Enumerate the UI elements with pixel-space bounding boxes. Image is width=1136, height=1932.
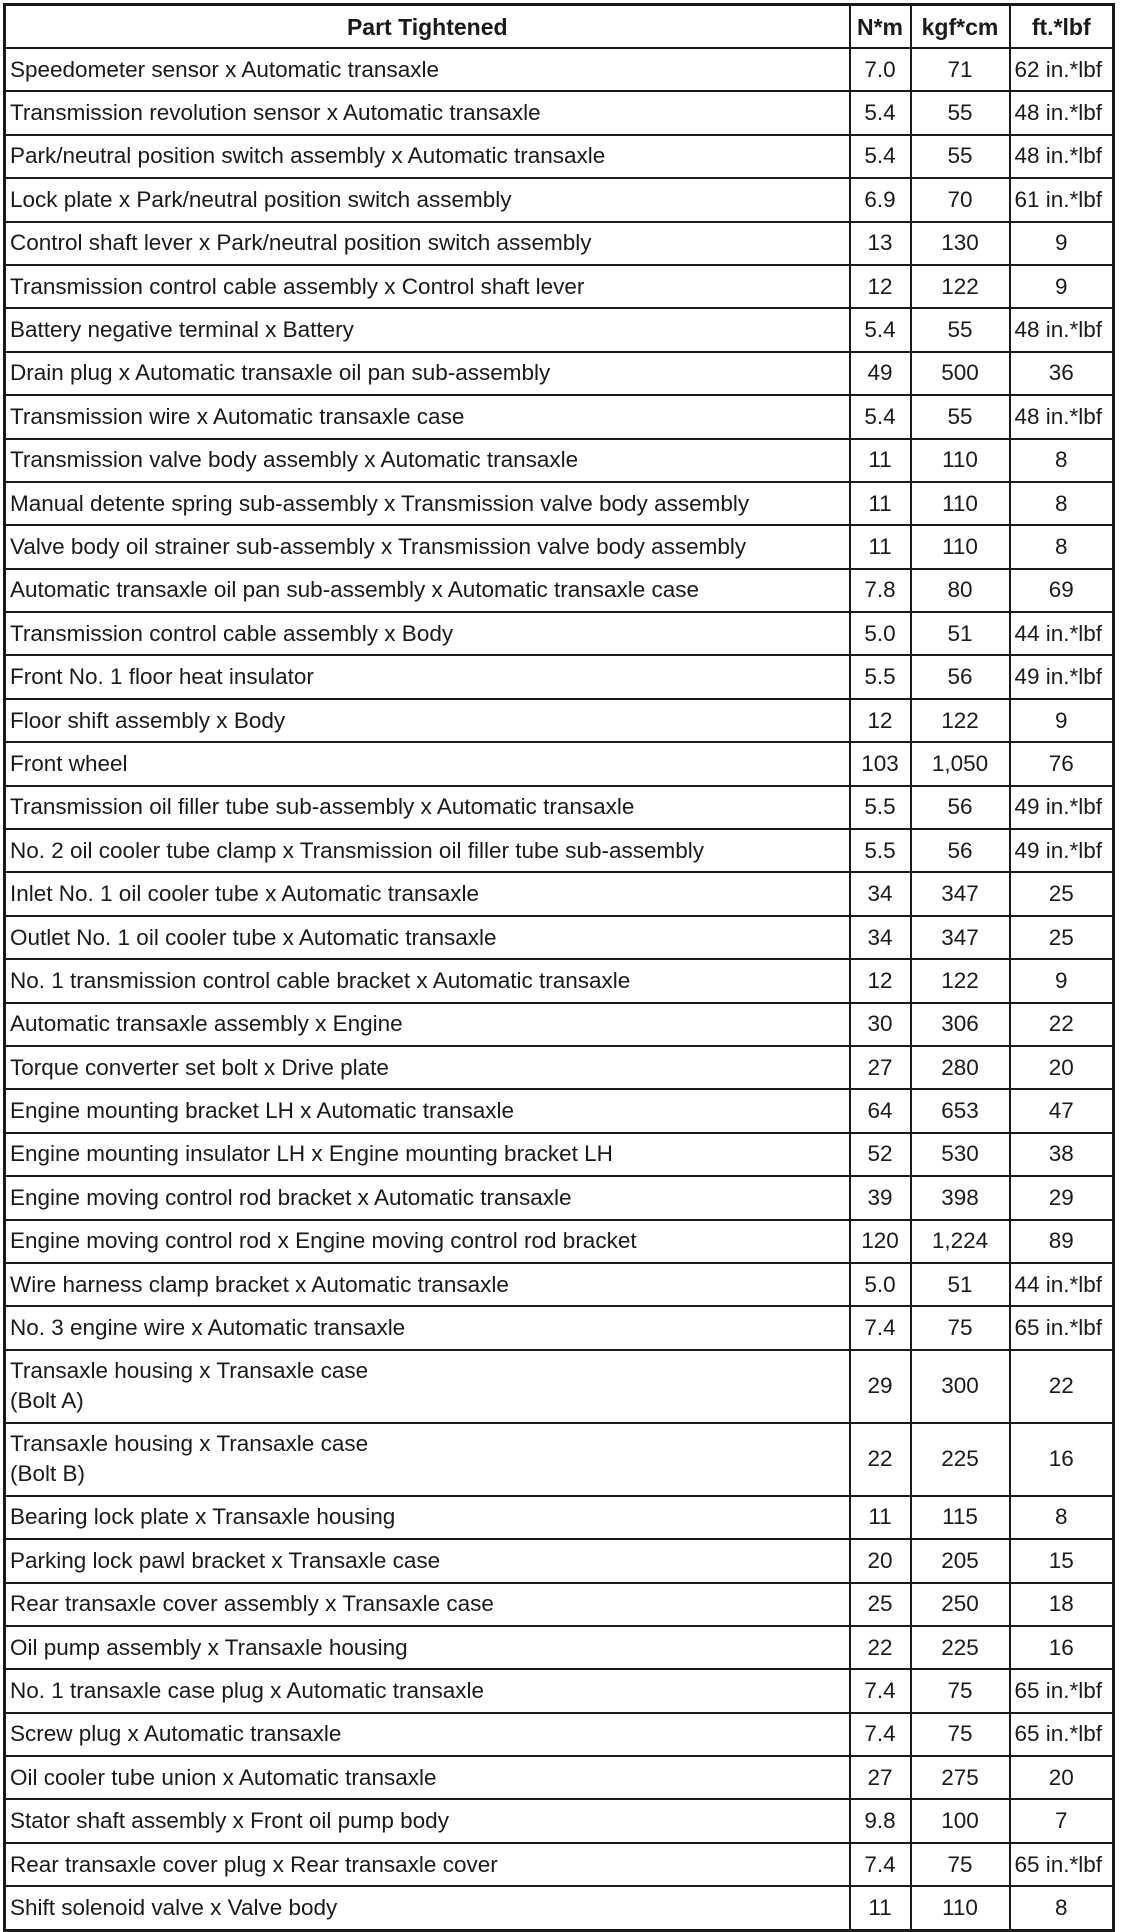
- part-tightened-cell: Transmission oil filler tube sub-assembly x Automatic transaxle: [5, 786, 850, 829]
- table-body: [5, 48, 1114, 1930]
- torque-nm-cell: 5.0: [850, 1263, 911, 1306]
- torque-ft-lbf-cell: 61 in.*lbf: [1010, 178, 1114, 221]
- torque-kgf-cm-cell: 75: [911, 1306, 1010, 1349]
- torque-kgf-cm-cell: 225: [911, 1423, 1010, 1496]
- torque-nm-cell: 49: [850, 352, 911, 395]
- part-tightened-cell: Front wheel: [5, 742, 850, 785]
- torque-kgf-cm-cell: 71: [911, 48, 1010, 91]
- part-tightened-cell: Automatic transaxle oil pan sub-assembly x Automatic transaxle case: [5, 569, 850, 612]
- part-tightened-cell: Outlet No. 1 oil cooler tube x Automatic transaxle: [5, 916, 850, 959]
- torque-nm-cell: 103: [850, 742, 911, 785]
- torque-kgf-cm-cell: 110: [911, 482, 1010, 525]
- part-tightened-cell: Oil cooler tube union x Automatic transaxle: [5, 1756, 850, 1799]
- torque-ft-lbf-cell: 48 in.*lbf: [1010, 395, 1114, 438]
- torque-ft-lbf-cell: 65 in.*lbf: [1010, 1713, 1114, 1756]
- torque-ft-lbf-cell: 49 in.*lbf: [1010, 829, 1114, 872]
- torque-kgf-cm-cell: 205: [911, 1539, 1010, 1582]
- torque-nm-cell: 5.5: [850, 829, 911, 872]
- torque-nm-cell: 5.4: [850, 91, 911, 134]
- table-row: [5, 1350, 1114, 1423]
- part-tightened-cell: Lock plate x Park/neutral position switch assembly: [5, 178, 850, 221]
- torque-kgf-cm-cell: 56: [911, 786, 1010, 829]
- part-tightened-cell: No. 1 transaxle case plug x Automatic transaxle: [5, 1669, 850, 1712]
- part-tightened-cell: Valve body oil strainer sub-assembly x Transmission valve body assembly: [5, 525, 850, 568]
- torque-nm-cell: 34: [850, 916, 911, 959]
- torque-nm-cell: 120: [850, 1220, 911, 1263]
- torque-ft-lbf-cell: 9: [1010, 222, 1114, 265]
- torque-kgf-cm-cell: 225: [911, 1626, 1010, 1669]
- table-row: [5, 1423, 1114, 1496]
- torque-ft-lbf-cell: 44 in.*lbf: [1010, 1263, 1114, 1306]
- torque-kgf-cm-cell: 56: [911, 655, 1010, 698]
- torque-ft-lbf-cell: 89: [1010, 1220, 1114, 1263]
- torque-nm-cell: 6.9: [850, 178, 911, 221]
- torque-nm-cell: 20: [850, 1539, 911, 1582]
- torque-nm-cell: 34: [850, 872, 911, 915]
- torque-nm-cell: 5.4: [850, 308, 911, 351]
- torque-kgf-cm-cell: 55: [911, 91, 1010, 134]
- torque-ft-lbf-cell: 48 in.*lbf: [1010, 135, 1114, 178]
- table-row: [5, 1583, 1114, 1626]
- table-row: [5, 352, 1114, 395]
- table-row: [5, 91, 1114, 134]
- torque-ft-lbf-cell: 44 in.*lbf: [1010, 612, 1114, 655]
- torque-kgf-cm-cell: 280: [911, 1046, 1010, 1089]
- part-tightened-cell: Engine moving control rod bracket x Automatic transaxle: [5, 1176, 850, 1219]
- torque-nm-cell: 27: [850, 1046, 911, 1089]
- torque-nm-cell: 5.4: [850, 395, 911, 438]
- table-row: [5, 1046, 1114, 1089]
- torque-nm-cell: 7.4: [850, 1843, 911, 1886]
- table-row: [5, 872, 1114, 915]
- torque-ft-lbf-cell: 62 in.*lbf: [1010, 48, 1114, 91]
- torque-nm-cell: 25: [850, 1583, 911, 1626]
- torque-ft-lbf-cell: 65 in.*lbf: [1010, 1306, 1114, 1349]
- torque-ft-lbf-cell: 29: [1010, 1176, 1114, 1219]
- table-row: [5, 482, 1114, 525]
- torque-nm-cell: 22: [850, 1626, 911, 1669]
- torque-ft-lbf-cell: 9: [1010, 699, 1114, 742]
- table-row: [5, 439, 1114, 482]
- torque-kgf-cm-cell: 110: [911, 525, 1010, 568]
- part-tightened-cell: Inlet No. 1 oil cooler tube x Automatic transaxle: [5, 872, 850, 915]
- table-row: [5, 1756, 1114, 1799]
- torque-kgf-cm-cell: 75: [911, 1669, 1010, 1712]
- torque-ft-lbf-cell: 22: [1010, 1003, 1114, 1046]
- torque-kgf-cm-cell: 55: [911, 135, 1010, 178]
- torque-kgf-cm-cell: 110: [911, 439, 1010, 482]
- table-row: [5, 1626, 1114, 1669]
- part-tightened-cell: Transmission valve body assembly x Automatic transaxle: [5, 439, 850, 482]
- torque-kgf-cm-cell: 51: [911, 1263, 1010, 1306]
- torque-kgf-cm-cell: 306: [911, 1003, 1010, 1046]
- table-row: [5, 48, 1114, 91]
- torque-ft-lbf-cell: 65 in.*lbf: [1010, 1843, 1114, 1886]
- torque-kgf-cm-cell: 250: [911, 1583, 1010, 1626]
- torque-ft-lbf-cell: 38: [1010, 1133, 1114, 1176]
- torque-nm-cell: 7.8: [850, 569, 911, 612]
- torque-nm-cell: 7.4: [850, 1713, 911, 1756]
- torque-ft-lbf-cell: 8: [1010, 1886, 1114, 1930]
- torque-kgf-cm-cell: 347: [911, 872, 1010, 915]
- torque-nm-cell: 5.0: [850, 612, 911, 655]
- torque-kgf-cm-cell: 70: [911, 178, 1010, 221]
- torque-ft-lbf-cell: 16: [1010, 1626, 1114, 1669]
- torque-kgf-cm-cell: 398: [911, 1176, 1010, 1219]
- torque-ft-lbf-cell: 25: [1010, 872, 1114, 915]
- part-tightened-cell: Torque converter set bolt x Drive plate: [5, 1046, 850, 1089]
- table-row: [5, 395, 1114, 438]
- torque-kgf-cm-cell: 653: [911, 1089, 1010, 1132]
- part-tightened-cell: Bearing lock plate x Transaxle housing: [5, 1496, 850, 1539]
- part-tightened-cell: Floor shift assembly x Body: [5, 699, 850, 742]
- part-tightened-cell: Engine mounting bracket LH x Automatic transaxle: [5, 1089, 850, 1132]
- torque-kgf-cm-cell: 122: [911, 699, 1010, 742]
- torque-kgf-cm-cell: 75: [911, 1713, 1010, 1756]
- part-tightened-cell: Transaxle housing x Transaxle case (Bolt B): [5, 1423, 850, 1496]
- torque-nm-cell: 27: [850, 1756, 911, 1799]
- part-tightened-cell: Engine mounting insulator LH x Engine mounting bracket LH: [5, 1133, 850, 1176]
- torque-ft-lbf-cell: 18: [1010, 1583, 1114, 1626]
- table-row: [5, 916, 1114, 959]
- torque-ft-lbf-cell: 22: [1010, 1350, 1114, 1423]
- torque-kgf-cm-cell: 122: [911, 265, 1010, 308]
- torque-nm-cell: 11: [850, 1496, 911, 1539]
- torque-ft-lbf-cell: 8: [1010, 439, 1114, 482]
- torque-kgf-cm-cell: 1,224: [911, 1220, 1010, 1263]
- torque-kgf-cm-cell: 80: [911, 569, 1010, 612]
- table-row: [5, 1669, 1114, 1712]
- part-tightened-cell: Drain plug x Automatic transaxle oil pan sub-assembly: [5, 352, 850, 395]
- torque-ft-lbf-cell: 15: [1010, 1539, 1114, 1582]
- torque-kgf-cm-cell: 56: [911, 829, 1010, 872]
- torque-nm-cell: 12: [850, 699, 911, 742]
- table-row: [5, 655, 1114, 698]
- torque-kgf-cm-cell: 75: [911, 1843, 1010, 1886]
- table-row: [5, 959, 1114, 1002]
- torque-nm-cell: 5.5: [850, 786, 911, 829]
- torque-kgf-cm-cell: 130: [911, 222, 1010, 265]
- table-row: [5, 1089, 1114, 1132]
- part-tightened-cell: No. 1 transmission control cable bracket x Automatic transaxle: [5, 959, 850, 1002]
- table-row: [5, 1843, 1114, 1886]
- torque-kgf-cm-cell: 275: [911, 1756, 1010, 1799]
- header-part-tightened: Part Tightened: [5, 5, 850, 49]
- part-tightened-cell: Park/neutral position switch assembly x Automatic transaxle: [5, 135, 850, 178]
- part-tightened-cell: Shift solenoid valve x Valve body: [5, 1886, 850, 1930]
- torque-ft-lbf-cell: 20: [1010, 1046, 1114, 1089]
- torque-nm-cell: 52: [850, 1133, 911, 1176]
- torque-nm-cell: 12: [850, 265, 911, 308]
- torque-nm-cell: 7.4: [850, 1669, 911, 1712]
- part-tightened-cell: Transaxle housing x Transaxle case (Bolt A): [5, 1350, 850, 1423]
- table-row: [5, 1133, 1114, 1176]
- torque-kgf-cm-cell: 500: [911, 352, 1010, 395]
- part-tightened-cell: Transmission wire x Automatic transaxle case: [5, 395, 850, 438]
- part-tightened-cell: Rear transaxle cover plug x Rear transaxle cover: [5, 1843, 850, 1886]
- table-row: [5, 612, 1114, 655]
- torque-kgf-cm-cell: 300: [911, 1350, 1010, 1423]
- torque-nm-cell: 22: [850, 1423, 911, 1496]
- part-tightened-cell: Rear transaxle cover assembly x Transaxle case: [5, 1583, 850, 1626]
- part-tightened-cell: Oil pump assembly x Transaxle housing: [5, 1626, 850, 1669]
- table-row: [5, 135, 1114, 178]
- part-tightened-cell: Transmission control cable assembly x Control shaft lever: [5, 265, 850, 308]
- table-row: [5, 1306, 1114, 1349]
- part-tightened-cell: Transmission control cable assembly x Body: [5, 612, 850, 655]
- part-tightened-cell: Automatic transaxle assembly x Engine: [5, 1003, 850, 1046]
- table-row: [5, 569, 1114, 612]
- table-row: [5, 222, 1114, 265]
- part-tightened-cell: Engine moving control rod x Engine moving control rod bracket: [5, 1220, 850, 1263]
- torque-ft-lbf-cell: 7: [1010, 1799, 1114, 1842]
- torque-nm-cell: 11: [850, 482, 911, 525]
- part-tightened-cell: No. 2 oil cooler tube clamp x Transmission oil filler tube sub-assembly: [5, 829, 850, 872]
- torque-ft-lbf-cell: 8: [1010, 525, 1114, 568]
- table-row: [5, 1799, 1114, 1842]
- torque-ft-lbf-cell: 49 in.*lbf: [1010, 655, 1114, 698]
- torque-nm-cell: 9.8: [850, 1799, 911, 1842]
- table-row: [5, 1220, 1114, 1263]
- torque-ft-lbf-cell: 9: [1010, 959, 1114, 1002]
- header-ft-lbf: ft.*lbf: [1010, 5, 1114, 49]
- table-row: [5, 1263, 1114, 1306]
- torque-nm-cell: 5.4: [850, 135, 911, 178]
- torque-nm-cell: 13: [850, 222, 911, 265]
- torque-kgf-cm-cell: 347: [911, 916, 1010, 959]
- part-tightened-cell: Front No. 1 floor heat insulator: [5, 655, 850, 698]
- torque-kgf-cm-cell: 55: [911, 395, 1010, 438]
- torque-nm-cell: 11: [850, 525, 911, 568]
- torque-ft-lbf-cell: 47: [1010, 1089, 1114, 1132]
- torque-ft-lbf-cell: 69: [1010, 569, 1114, 612]
- header-row: [5, 5, 1114, 49]
- torque-ft-lbf-cell: 49 in.*lbf: [1010, 786, 1114, 829]
- table-row: [5, 829, 1114, 872]
- table-row: [5, 699, 1114, 742]
- table-row: [5, 1713, 1114, 1756]
- part-tightened-cell: Screw plug x Automatic transaxle: [5, 1713, 850, 1756]
- torque-ft-lbf-cell: 9: [1010, 265, 1114, 308]
- table-row: [5, 1176, 1114, 1219]
- torque-nm-cell: 29: [850, 1350, 911, 1423]
- part-tightened-cell: Parking lock pawl bracket x Transaxle case: [5, 1539, 850, 1582]
- header-kgf-cm: kgf*cm: [911, 5, 1010, 49]
- part-tightened-cell: Manual detente spring sub-assembly x Transmission valve body assembly: [5, 482, 850, 525]
- torque-kgf-cm-cell: 1,050: [911, 742, 1010, 785]
- part-tightened-cell: Speedometer sensor x Automatic transaxle: [5, 48, 850, 91]
- part-tightened-cell: No. 3 engine wire x Automatic transaxle: [5, 1306, 850, 1349]
- part-tightened-cell: Wire harness clamp bracket x Automatic transaxle: [5, 1263, 850, 1306]
- torque-ft-lbf-cell: 20: [1010, 1756, 1114, 1799]
- table-row: [5, 1496, 1114, 1539]
- torque-ft-lbf-cell: 48 in.*lbf: [1010, 91, 1114, 134]
- torque-ft-lbf-cell: 8: [1010, 482, 1114, 525]
- torque-spec-table: [3, 3, 1115, 1932]
- torque-kgf-cm-cell: 55: [911, 308, 1010, 351]
- torque-nm-cell: 12: [850, 959, 911, 1002]
- table-row: [5, 1539, 1114, 1582]
- torque-ft-lbf-cell: 65 in.*lbf: [1010, 1669, 1114, 1712]
- part-tightened-cell: Battery negative terminal x Battery: [5, 308, 850, 351]
- torque-ft-lbf-cell: 8: [1010, 1496, 1114, 1539]
- header-nm: N*m: [850, 5, 911, 49]
- part-tightened-cell: Transmission revolution sensor x Automatic transaxle: [5, 91, 850, 134]
- torque-nm-cell: 7.4: [850, 1306, 911, 1349]
- table-row: [5, 786, 1114, 829]
- table-row: [5, 1003, 1114, 1046]
- part-tightened-cell: Stator shaft assembly x Front oil pump body: [5, 1799, 850, 1842]
- torque-kgf-cm-cell: 115: [911, 1496, 1010, 1539]
- table-row: [5, 178, 1114, 221]
- torque-kgf-cm-cell: 51: [911, 612, 1010, 655]
- torque-ft-lbf-cell: 36: [1010, 352, 1114, 395]
- table-row: [5, 265, 1114, 308]
- torque-nm-cell: 7.0: [850, 48, 911, 91]
- torque-nm-cell: 30: [850, 1003, 911, 1046]
- torque-kgf-cm-cell: 100: [911, 1799, 1010, 1842]
- table-row: [5, 742, 1114, 785]
- table-row: [5, 1886, 1114, 1930]
- torque-kgf-cm-cell: 122: [911, 959, 1010, 1002]
- torque-nm-cell: 11: [850, 439, 911, 482]
- part-tightened-cell: Control shaft lever x Park/neutral position switch assembly: [5, 222, 850, 265]
- torque-nm-cell: 11: [850, 1886, 911, 1930]
- torque-kgf-cm-cell: 110: [911, 1886, 1010, 1930]
- torque-ft-lbf-cell: 48 in.*lbf: [1010, 308, 1114, 351]
- table-row: [5, 525, 1114, 568]
- torque-ft-lbf-cell: 76: [1010, 742, 1114, 785]
- torque-ft-lbf-cell: 25: [1010, 916, 1114, 959]
- torque-nm-cell: 39: [850, 1176, 911, 1219]
- torque-nm-cell: 64: [850, 1089, 911, 1132]
- torque-ft-lbf-cell: 16: [1010, 1423, 1114, 1496]
- table-row: [5, 308, 1114, 351]
- torque-nm-cell: 5.5: [850, 655, 911, 698]
- torque-kgf-cm-cell: 530: [911, 1133, 1010, 1176]
